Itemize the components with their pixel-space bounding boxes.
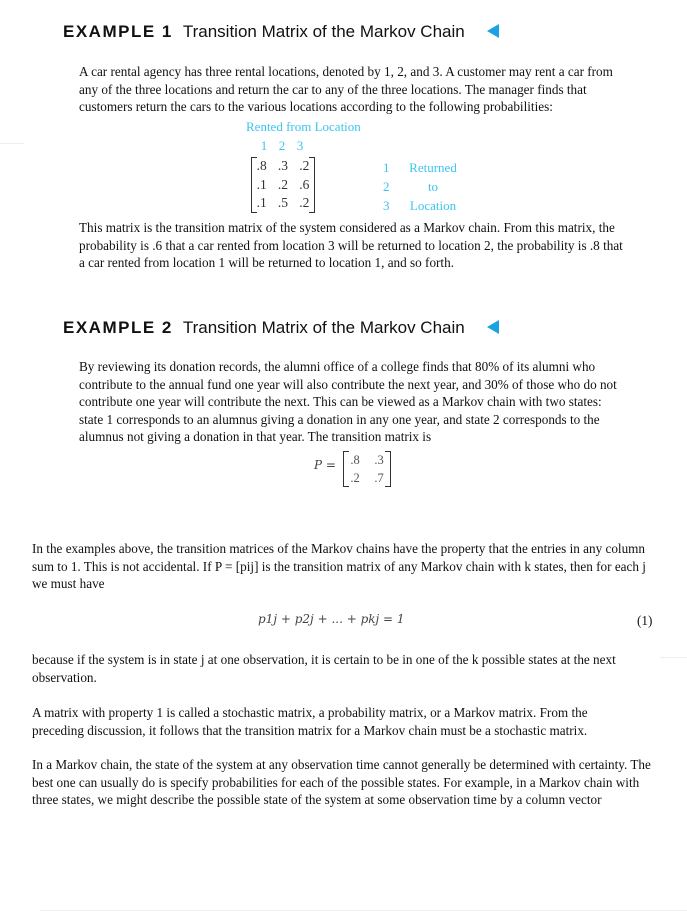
example2-text: By reviewing its donation records, the alumni office of a college finds that 80% of its alumni who contribute to the annual fund one year will also contribute the next year, and 30% of those who do not contribute one year will contribute the next. This can be viewed as a Markov chain with two states: state 1 corresponds to an alumnus giving a donation in any one year, and state 2 corresponds to the alumnus not giving a donation in that year. The transition matrix is	[79, 359, 617, 445]
rental-matrix	[251, 157, 315, 213]
col-num: 2	[278, 138, 286, 153]
example1-heading	[63, 22, 499, 42]
example1-outro: This matrix is the transition matrix of the system considered as a Markov chain. From this matrix, the probability is .6 that a car rented from location 3 will be returned to location 2, the probability is .8 that a car rented from location 1 will be returned to location 1, and so forth.	[79, 220, 623, 271]
matrix-row: .8 .3	[350, 453, 384, 467]
donation-matrix	[343, 451, 391, 487]
col-num: 1	[260, 138, 268, 153]
paragraph: In the examples above, the transition matrices of the Markov chains have the property that the entries in any column sum to 1. This is not accidental. If P = [pij] is the transition matrix of any Markov chain with k states, then for each j we must have	[32, 541, 646, 592]
divider	[660, 657, 687, 658]
paragraph: because if the system is in state j at one observation, it is certain to be in one of the k possible states at the next observation.	[32, 652, 616, 685]
example-label: EXAMPLE 1	[63, 22, 173, 41]
column-numbers	[255, 138, 309, 154]
example1-intro: A car rental agency has three rental locations, denoted by 1, 2, and 3. A customer may rent a car from any of the three locations and return the car to any of the three locations. The manager finds that customers return the cars to the various locations according to the following probabilities:	[79, 64, 613, 115]
matrix-row: .2 .7	[350, 471, 384, 485]
col-num: 3	[296, 138, 304, 153]
example-title: Transition Matrix of the Markov Chain	[182, 318, 465, 337]
triangle-marker-icon	[487, 24, 499, 38]
paragraph: In a Markov chain, the state of the system at any observation time cannot generally be determined with certainty. The best one can usually do is specify probabilities for each of the possible states. For example, in a Markov chain with three states, we might describe the possible state of the system at some observation time by a column vector	[32, 757, 651, 808]
divider	[40, 910, 687, 911]
matrix-row: .1 .2 .6	[256, 176, 310, 192]
matrix-row: .1 .5 .2	[256, 195, 310, 210]
example2-heading	[63, 318, 499, 338]
divider	[0, 143, 24, 144]
triangle-marker-icon	[487, 320, 499, 334]
equation: p1j + p2j + ... + pkj = 1	[258, 612, 405, 626]
matrix-name: P =	[314, 458, 336, 472]
row-labels: Returned to Location	[409, 160, 457, 213]
column-header: Rented from Location	[246, 119, 361, 134]
example-label: EXAMPLE 2	[63, 318, 173, 337]
equation-number: (1)	[637, 613, 653, 628]
matrix-row: .8 .3 .2	[256, 158, 310, 173]
row-numbers: 1 2 3	[383, 160, 390, 213]
paragraph: A matrix with property 1 is called a stochastic matrix, a probability matrix, or a Markov matrix. From the preceding discussion, it follows that the transition matrix for a Markov chain must be a stochastic matrix.	[32, 705, 588, 738]
example-title: Transition Matrix of the Markov Chain	[182, 22, 465, 41]
